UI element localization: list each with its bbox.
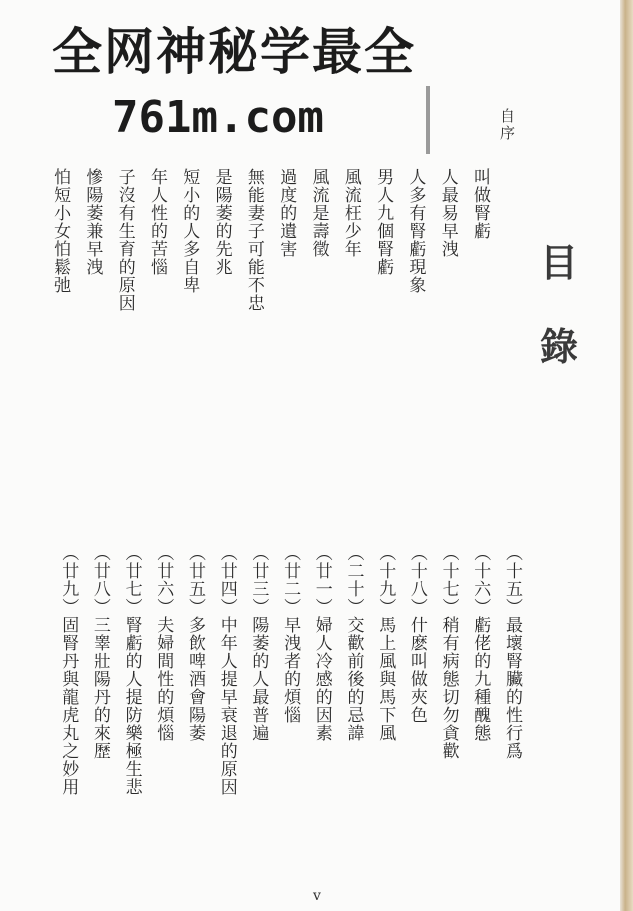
toc-entry-lower: ︵十八︶什麽叫做夾色 — [406, 544, 427, 724]
toc-entry-lower: ︵廿三︶陽萎的人最普遍 — [248, 544, 269, 742]
toc-entry-lower: ︵廿八︶三睾壯陽丹的來歷 — [89, 544, 110, 760]
toc-entry-lower: ︵十六︶虧佬的九種醜態 — [470, 544, 491, 742]
toc-entry-upper: 慘陽萎兼早洩 — [82, 168, 103, 276]
toc-entry-upper: 男人九個腎虧 — [373, 168, 394, 276]
toc-entry-upper: 過度的遺害 — [276, 168, 297, 258]
toc-entry-upper: 風流是壽徵 — [308, 168, 329, 258]
toc-entry-lower: ︵廿二︶早洩者的煩惱 — [280, 544, 301, 724]
toc-entry-lower: ︵廿六︶夫婦間性的煩惱 — [153, 544, 174, 742]
toc-entry-lower: ︵十七︶稍有病態切勿貪歡 — [438, 544, 459, 760]
toc-title-char-1: 目 — [540, 241, 579, 285]
toc-entry-upper: 人最易早洩 — [437, 168, 458, 258]
toc-title-char-2: 錄 — [540, 325, 579, 369]
toc-entry-lower: ︵廿七︶腎虧的人提防樂極生悲 — [121, 544, 142, 796]
toc-entry-lower: ︵十九︶馬上風與馬下風 — [375, 544, 396, 742]
watermark-title: 全网神秘学最全 — [52, 23, 416, 81]
toc-entry-lower: ︵廿一︶婦人冷感的因素 — [311, 544, 332, 742]
toc-entry-upper: 短小的人多自卑 — [179, 168, 200, 294]
page-number: v — [313, 888, 321, 904]
toc-entry-lower: ︵廿四︶中年人提早衰退的原因 — [216, 544, 237, 796]
toc-entry-upper: 叫做腎虧 — [470, 168, 490, 240]
toc-entry-upper: 怕短小女怕鬆弛 — [50, 168, 71, 294]
preface-label: 自序 — [498, 108, 516, 142]
watermark-url: 761m.com — [112, 92, 324, 143]
toc-entry-lower: ︵廿九︶固腎丹與龍虎丸之妙用 — [58, 544, 79, 796]
toc-entry-upper: 是陽萎的先兆 — [211, 168, 232, 276]
toc-entry-upper: 年人性的苦惱 — [147, 168, 167, 276]
toc-entry-upper: 人多有腎虧現象 — [405, 168, 426, 294]
toc-entry-lower: ︵二十︶交歡前後的忌諱 — [343, 544, 364, 742]
toc-entry-upper: 無能妻子可能不忠 — [243, 168, 264, 312]
page-edge — [620, 0, 633, 911]
toc-entry-upper: 子沒有生育的原因 — [114, 168, 135, 312]
toc-entry-lower: ︵廿五︶多飲啤酒會陽萎 — [185, 544, 205, 742]
toc-entry-upper: 風流枉少年 — [340, 168, 361, 258]
watermark-divider — [426, 86, 430, 154]
toc-entry-lower: ︵十五︶最壞腎臟的性行爲 — [502, 544, 522, 760]
